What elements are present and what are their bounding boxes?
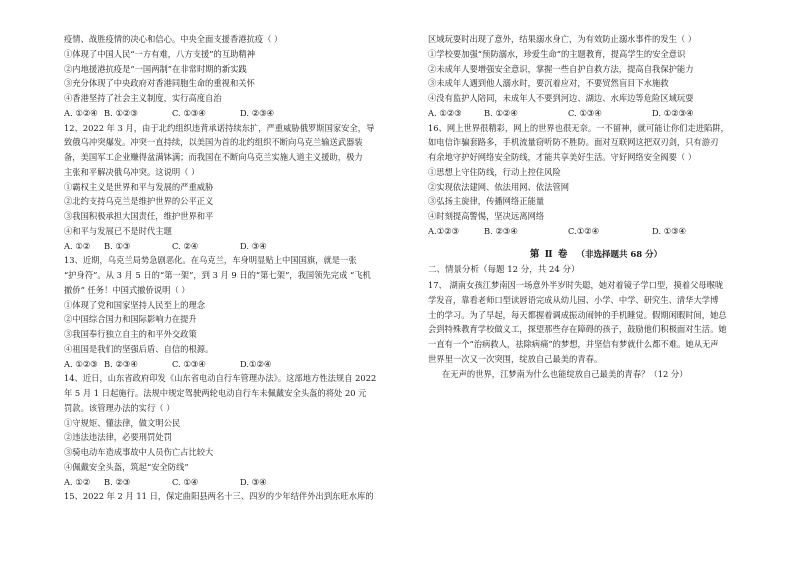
right-column [428, 32, 764, 381]
question-stem: 区域玩耍时出现了意外，结果溺水身亡，为有效防止溺水事件的发生（ ） [428, 34, 697, 44]
choice-statement: ④香港坚持了社会主义制度，实行高度自治 [64, 93, 222, 103]
question-16 [428, 121, 764, 239]
choice-statement: ②违法违法律，必要刑罚处罚 [64, 432, 172, 443]
option-a: A. ①②③ [428, 107, 462, 118]
choice-statement: ①学校要加强“预防溺水，珍爱生命”的主题教育，提高学生的安全意识 [428, 48, 686, 59]
question-stem: 世界里一次又一次突围，绽放自己最美的青春。 [428, 353, 603, 364]
question-stem: 罚款。该管理办法的实行（ ） [64, 402, 175, 413]
option-c: C. ①③④ [172, 358, 206, 369]
choice-statement: ②内地援港抗疫是“一国两制”在非常时期的新实践 [64, 63, 247, 74]
question-stem: 撤侨” 任务！中国式撤侨说明（ ） [64, 284, 190, 295]
question-stem: 致俄乌冲突爆发。冲突一直持续，以美国为首的北约组织不断向乌克兰输送武器装 [64, 137, 363, 148]
question-stem: 学发音，靠看老师口型读唇语完成从幼儿园、小学、中学、研究生、清华大学博 [428, 294, 719, 305]
question-stem: 14、近日，山东省政府印发《山东省电动自行车管理办法》。这部地方性法规自 2022 [64, 373, 377, 384]
question-17 [428, 278, 764, 381]
choice-statement: ③未成年人遇到他人溺水时，要沉着应对，不要贸然盲目下水施救 [428, 78, 669, 89]
question-stem: 13、近期，乌克兰局势急剧恶化。在乌克兰，车身明显贴上中国国旗，就是一张 [64, 255, 357, 266]
choice-statement: ③弘扬主旋律，传播网络正能量 [428, 196, 545, 207]
choice-statement: ④佩戴安全头盔，筑起“安全防线” [64, 461, 189, 472]
question-stem: “护身符”。从 3 月 5 日的“第一架”，到 3 月 9 日的“第七架”，我国领先完成 “飞机 [64, 270, 371, 280]
answer-options [64, 475, 402, 490]
choice-statement: ②北约支持乌克兰是维护世界的公平正义 [64, 196, 214, 207]
choice-statement: ④祖国是我们的坚强后盾、自信的根源。 [64, 343, 214, 354]
question-stem: 16、网上世界很精彩，网上的世界也很无奈。一不留神，就可能让你们走进陷阱， [428, 122, 729, 133]
question-stem: 会到特殊教育学校做义工，探望那些存在障碍的孩子，鼓励他们积极面对生活。她 [428, 324, 727, 335]
question-15-continued [428, 32, 764, 121]
question-stem: 年 5 月 1 日起施行。法规中规定驾驶两轮电动自行车未佩戴安全头盔的将处 20 元 [64, 388, 367, 398]
option-b: B. ①②④ [484, 107, 518, 118]
answer-options [428, 106, 764, 121]
choice-statement: ①霸权主义是世界和平与发展的严重威胁 [64, 181, 214, 192]
choice-statement: ③充分体现了中央政府对香港同胞生命的重视和关怀 [64, 78, 255, 89]
option-d: D. ③④ [240, 240, 267, 251]
option-d: D.①②④ [240, 358, 272, 369]
question-stem: 主张和平解决俄乌冲突。这说明（ ） [64, 166, 200, 177]
option-c: C. ①③④ [172, 107, 206, 118]
part-heading: 二、情景分析（每题 12 分，共 24 分） [428, 265, 580, 276]
choice-statement: ④时刻提高警惕，坚决远离网络 [428, 211, 545, 221]
question-stem: 17、 湖南女孩江梦南因一场意外半岁时失聪，她对着镜子学口型，摸着父母喉咙 [428, 280, 724, 290]
question-stem: 12、2022 年 3 月，由于北约组织违背承诺持续东扩，严重威胁俄罗斯国家安全，导 [64, 122, 375, 133]
question-15-start: 15、2022 年 2 月 11 日，保定曲阳县两名十三、四岁的少年结伴外出到东旺水库的 [64, 491, 374, 502]
choice-statement: ①体现了中国人民“一方有难，八方支援”的互助精神 [64, 48, 256, 59]
question-stem: 有余地守护好网络安全防线，才能共享美好生活。守好网络安全阀要（ ） [428, 152, 697, 162]
section-title [428, 248, 764, 263]
section-subtitle: （非选择题共 68 分） [576, 249, 663, 260]
option-c: C.①②④ [568, 225, 600, 236]
option-a: A. ①②④ [64, 107, 98, 118]
question-stem: 备，美国军工企业赚得盆满钵满；而我国在不断向乌克兰实施人道主义援助，极力 [64, 152, 363, 162]
option-a: A. ①② [64, 476, 91, 487]
option-d: D. ①②③④ [652, 107, 694, 118]
option-b: B. ①③ [104, 240, 131, 251]
answer-options [64, 357, 402, 372]
question-13 [64, 253, 402, 371]
option-c: C. ①④ [172, 476, 199, 487]
option-c: C. ②④ [172, 240, 199, 251]
choice-statement: ④和平与发展已不是时代主题 [64, 225, 172, 236]
text-line: 疫情、战胜疫情的决心和信心。中央全面支援香港抗疫（ ） [64, 34, 283, 44]
option-a: A.①②③ [428, 225, 459, 236]
choice-statement: ①守规矩、懂法律，做文明公民 [64, 417, 181, 428]
choice-statement: ③骑电动车造成事故中人员伤亡占比较大 [64, 447, 214, 457]
choice-statement: ②中国综合国力和国际影响力在提升 [64, 314, 197, 325]
question-stem: 一直有一个“治病救人，祛除病痛”的梦想，并坚信有梦就什么都不难。她从无声 [428, 339, 719, 349]
answer-options [64, 106, 402, 121]
option-d: D. ②③④ [240, 107, 274, 118]
option-d: D. ③④ [240, 476, 267, 487]
choice-statement: ①体现了党和国家坚持人民至上的理念 [64, 299, 206, 310]
question-stem: 如电信诈骗套路多，手机流量窃听防不胜防。面对互联网这把双刃剑，只有游刃 [428, 137, 719, 148]
option-a: A. ①② [64, 240, 91, 251]
choice-statement: ②未成年人要增强安全意识，掌握一些自护自救方法，提高自我保护能力 [428, 63, 694, 74]
option-d: D. ①③④ [652, 225, 686, 236]
choice-statement: ③我国积极承担大国责任，维护世界和平 [64, 211, 214, 221]
choice-statement: ①思想上守住防线，行动上控住风险 [428, 166, 561, 177]
answer-options [428, 224, 764, 239]
option-b: B. ②③④ [484, 225, 518, 236]
option-b: B. ②③④ [104, 358, 138, 369]
left-column [64, 32, 402, 504]
question-14 [64, 371, 402, 489]
option-b: B. ①②③ [104, 107, 138, 118]
option-a: A. ①②③ [64, 358, 98, 369]
question-stem: 士的学习。为了早起，每天都握着调成振动闹钟的手机睡觉。假期闲暇时间，她总 [428, 309, 727, 320]
answer-options [64, 239, 402, 254]
section-label: 第 Ⅱ 卷 [529, 248, 569, 260]
question-11-tail [64, 32, 402, 121]
option-b: B. ②③ [104, 476, 131, 487]
question-12 [64, 121, 402, 254]
choice-statement: ④没有监护人陪同，未成年人不要到河边、湖边、水库边等危险区域玩耍 [428, 93, 694, 103]
choice-statement: ③我国奉行独立自主的和平外交政策 [64, 329, 197, 339]
option-c: C. ①③④ [568, 107, 602, 118]
question-prompt: 在无声的世界，江梦南为什么也能绽放自己最美的青春？（12 分） [442, 368, 688, 379]
choice-statement: ②实现依法建网、依法用网、依法管网 [428, 181, 570, 192]
